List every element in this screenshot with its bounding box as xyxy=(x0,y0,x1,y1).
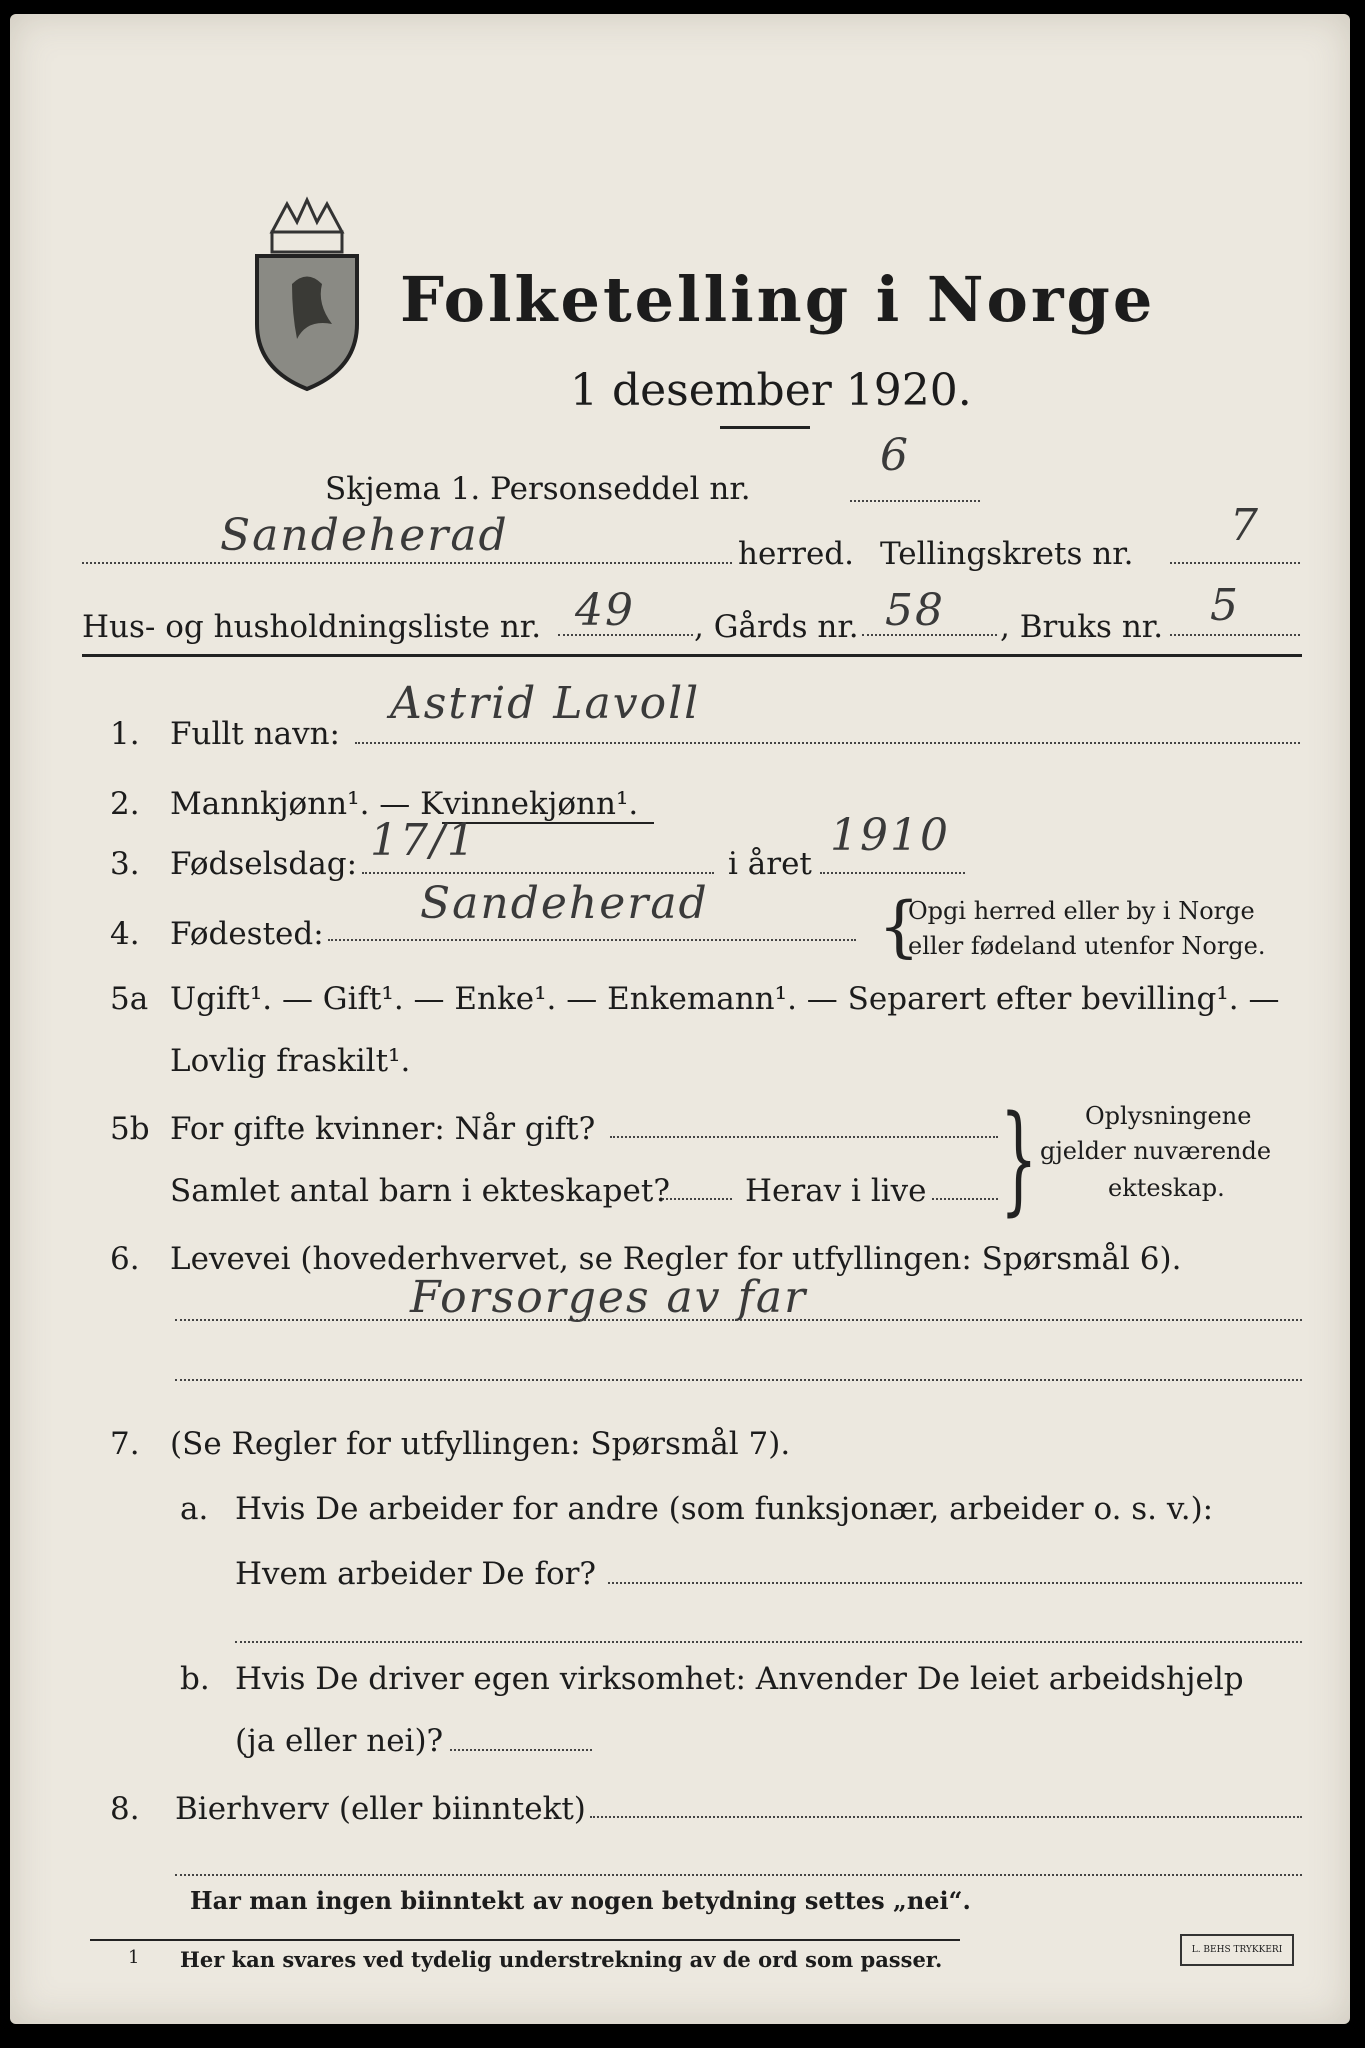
tellingskrets-line xyxy=(1170,562,1300,564)
q8-number: 8. xyxy=(110,1791,140,1827)
footer-rule xyxy=(90,1939,960,1941)
bruks-line xyxy=(1170,634,1300,636)
q7b-question: (ja eller nei)? xyxy=(235,1723,444,1759)
q1-line xyxy=(355,742,1300,744)
q1-answer: Astrid Lavoll xyxy=(390,678,701,729)
q8-line-1 xyxy=(590,1816,1302,1818)
q4-note-1: Opgi herred eller by i Norge xyxy=(908,897,1255,925)
q5b-number: 5b xyxy=(110,1111,150,1147)
q5b-brace: } xyxy=(1000,1089,1038,1227)
q3-year: 1910 xyxy=(830,810,950,861)
census-form-page xyxy=(10,14,1350,2024)
q3-number: 3. xyxy=(110,846,140,882)
footnote-text: Her kan svares ved tydelig understrekning av de ord som passer. xyxy=(180,1947,943,1972)
q5b-live-line xyxy=(932,1198,998,1200)
herred-answer: Sandeherad xyxy=(220,510,509,561)
q6-label: Levevei (hovederhvervet, se Regler for utfyllingen: Spørsmål 6). xyxy=(170,1241,1182,1277)
q5a-line-1: Ugift¹. — Gift¹. — Enke¹. — Enkemann¹. — Separert efter bevilling¹. — xyxy=(170,981,1280,1017)
q6-answer: Forsorges av far xyxy=(410,1272,808,1323)
gards-label: , Gårds nr. xyxy=(694,609,859,645)
q7-label: (Se Regler for utfyllingen: Spørsmål 7). xyxy=(170,1426,791,1462)
q7b-text: Hvis De driver egen virksomhet: Anvender De leiet arbeidshjelp xyxy=(235,1661,1244,1697)
header-rule xyxy=(82,654,1302,657)
tellingskrets-nr: 7 xyxy=(1230,500,1260,551)
personseddel-line xyxy=(850,500,980,502)
q3-year-line xyxy=(820,872,965,874)
q4-label: Fødested: xyxy=(170,916,324,952)
hus-label: Hus- og husholdningsliste nr. xyxy=(82,609,542,645)
q3-year-label: i året xyxy=(728,846,812,882)
hus-nr: 49 xyxy=(575,585,635,636)
q7b-letter: b. xyxy=(180,1661,210,1697)
skjema-label: Skjema 1. Personseddel nr. xyxy=(325,471,751,507)
q6-number: 6. xyxy=(110,1241,140,1277)
printer-stamp-text: L. BEHS TRYKKERI xyxy=(1191,1945,1283,1955)
herred-line xyxy=(82,562,732,564)
q4-number: 4. xyxy=(110,916,140,952)
title-rule xyxy=(720,426,810,429)
q3-day: 17/1 xyxy=(370,815,477,866)
q7a-question: Hvem arbeider De for? xyxy=(235,1556,597,1592)
q5b-label-2: Samlet antal barn i ekteskapet? xyxy=(170,1173,670,1209)
q8-label: Bierhverv (eller biinntekt) xyxy=(175,1791,586,1827)
q5b-note-3: ekteskap. xyxy=(1108,1174,1225,1202)
q4-note-2: eller fødeland utenfor Norge. xyxy=(908,932,1266,960)
q3-label: Fødselsdag: xyxy=(170,846,358,882)
q5b-note-2: gjelder nuværende xyxy=(1040,1137,1272,1165)
q7b-line xyxy=(450,1749,592,1751)
personseddel-nr: 6 xyxy=(880,430,910,481)
q8-line-2 xyxy=(175,1874,1302,1876)
form-title: Folketelling i Norge xyxy=(400,263,1156,336)
q5b-barn-line xyxy=(662,1198,732,1200)
q5a-line-2: Lovlig fraskilt¹. xyxy=(170,1043,411,1079)
bruks-nr: 5 xyxy=(1210,580,1240,631)
q5b-label-1: For gifte kvinner: Når gift? xyxy=(170,1111,596,1147)
q3-day-line xyxy=(362,872,714,874)
q7a-text: Hvis De arbeider for andre (som funksjonær, arbeider o. s. v.): xyxy=(235,1491,1214,1527)
q7-number: 7. xyxy=(110,1426,140,1462)
q2-number: 2. xyxy=(110,786,140,822)
q1-label: Fullt navn: xyxy=(170,716,340,752)
footnote-number: 1 xyxy=(128,1947,140,1968)
q1-number: 1. xyxy=(110,716,140,752)
q7a-line-2 xyxy=(235,1641,1302,1643)
tellingskrets-label: Tellingskrets nr. xyxy=(880,536,1134,572)
herred-label: herred. xyxy=(738,536,854,572)
bruks-label: , Bruks nr. xyxy=(1000,609,1164,645)
q4-brace: { xyxy=(878,888,920,965)
q7a-letter: a. xyxy=(180,1491,209,1527)
q4-answer: Sandeherad xyxy=(420,878,709,929)
q5a-number: 5a xyxy=(110,981,149,1017)
footer-note: Har man ingen biinntekt av nogen betydning settes „nei“. xyxy=(190,1886,971,1915)
q6-line-2 xyxy=(175,1379,1302,1381)
q5b-label-3: Herav i live xyxy=(745,1173,927,1209)
q5b-gift-line xyxy=(610,1136,998,1138)
coat-of-arms-icon xyxy=(252,194,362,394)
q4-line xyxy=(328,939,856,941)
census-date: 1 desember 1920. xyxy=(570,365,972,416)
q5b-note-1: Oplysningene xyxy=(1085,1102,1252,1130)
gards-nr: 58 xyxy=(885,585,945,636)
q2-label: Mannkjønn¹. — Kvinnekjønn¹. xyxy=(170,786,639,822)
printer-stamp xyxy=(1180,1934,1294,1966)
q7a-line-1 xyxy=(608,1582,1302,1584)
